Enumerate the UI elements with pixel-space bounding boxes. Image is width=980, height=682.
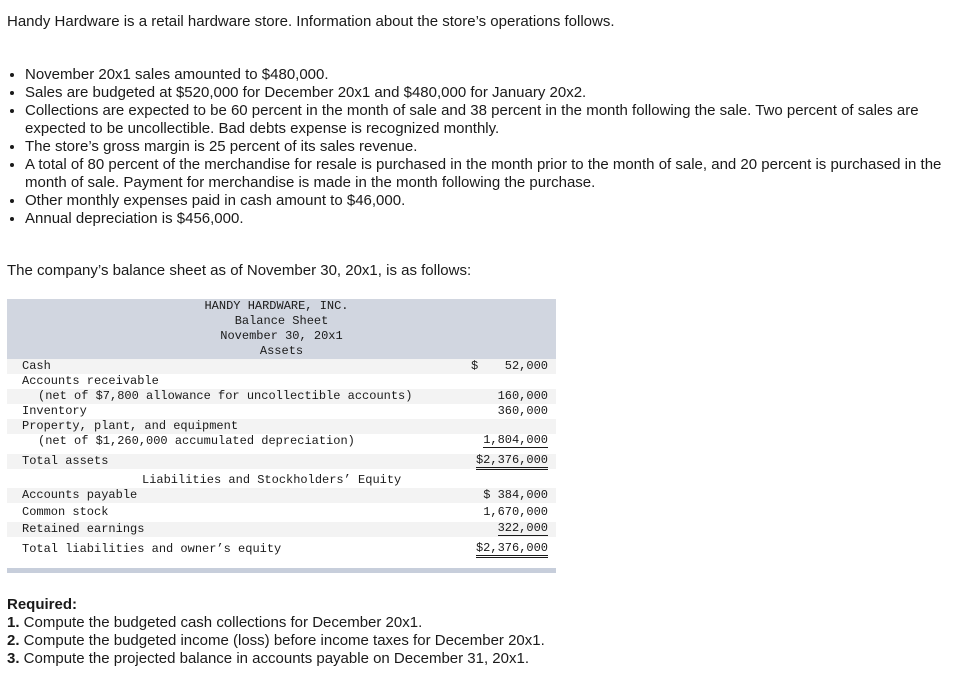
required-item-number: 2. — [7, 632, 20, 649]
required-title: Required: — [7, 596, 78, 613]
list-item: • Sales are budgeted at $520,000 for December 20x1 and $480,000 for January 20x2. — [25, 84, 970, 102]
facts-list — [7, 66, 970, 228]
ppe-row — [7, 419, 556, 434]
required-item — [7, 614, 545, 632]
liabilities-heading: Liabilities and Stockholders’ Equity — [142, 473, 402, 487]
list-item: • The store’s gross margin is 25 percent of its sales revenue. — [25, 138, 970, 156]
list-item: • Collections are expected to be 60 percent in the month of sale and 38 percent in the month following the sale. Two percent of sales are expected to be uncollectible. Bad debts expense is recognized monthly. — [25, 102, 970, 138]
cash-label: Cash — [22, 359, 51, 373]
required-item-number: 1. — [7, 614, 20, 631]
required-item-text: Compute the projected balance in accounts payable on December 31, 20x1. — [19, 650, 530, 667]
accounts-receivable-row — [7, 374, 556, 389]
total-liabilities-equity-label: Total liabilities and owner’s equity — [22, 542, 282, 556]
list-item: • Other monthly expenses paid in cash amount to $46,000. — [25, 192, 970, 210]
retained-earnings-label: Retained earnings — [22, 522, 145, 536]
accounts-payable-row — [7, 488, 556, 503]
company-name: HANDY HARDWARE, INC. — [204, 299, 349, 313]
retained-earnings-amount: 322,000 — [497, 521, 548, 535]
ppe-detail: (net of $1,260,000 accumulated depreciation) — [38, 434, 355, 448]
required-item-number: 3. — [7, 650, 20, 667]
list-item: • A total of 80 percent of the merchandise for resale is purchased in the month prior to the month of sale, and 20 percent is purchased in the month of sale. Payment for merchandise is made in the month following the purchase. — [25, 156, 970, 192]
common-stock-amount: 1,670,000 — [483, 505, 548, 519]
total-assets-row — [7, 454, 556, 469]
inventory-label: Inventory — [22, 404, 87, 418]
balance-sheet-header — [7, 299, 556, 359]
balance-sheet-bottom-bar — [7, 568, 556, 573]
accounts-payable-amount: $ 384,000 — [483, 488, 548, 502]
total-liabilities-equity-row — [7, 542, 556, 557]
cash-row — [7, 359, 556, 374]
currency-symbol: $ — [471, 359, 479, 373]
ppe-amount: 1,804,000 — [483, 433, 548, 447]
accounts-receivable-detail-row — [7, 389, 556, 404]
common-stock-row — [7, 505, 556, 520]
cash-amount: 52,000 — [504, 359, 548, 373]
ppe-detail-row — [7, 434, 556, 449]
required-section — [7, 596, 545, 668]
statement-date: November 30, 20x1 — [220, 329, 343, 343]
required-item — [7, 632, 545, 650]
statement-title: Balance Sheet — [234, 314, 329, 328]
intro-paragraph: Handy Hardware is a retail hardware store. Information about the store’s operations follows. — [7, 13, 615, 30]
accounts-receivable-amount: 160,000 — [497, 389, 548, 403]
list-item: • November 20x1 sales amounted to $480,000. — [25, 66, 970, 84]
required-item-text: Compute the budgeted income (loss) before income taxes for December 20x1. — [19, 632, 545, 649]
accounts-receivable-label: Accounts receivable — [22, 374, 159, 388]
list-item: • Annual depreciation is $456,000. — [25, 210, 970, 228]
accounts-payable-label: Accounts payable — [22, 488, 138, 502]
required-item — [7, 650, 545, 668]
retained-earnings-row — [7, 522, 556, 537]
inventory-row — [7, 404, 556, 419]
balance-sheet — [7, 299, 556, 573]
total-assets-label: Total assets — [22, 454, 109, 468]
balance-sheet-intro: The company’s balance sheet as of November 30, 20x1, is as follows: — [7, 262, 472, 279]
common-stock-label: Common stock — [22, 505, 109, 519]
accounts-receivable-detail: (net of $7,800 allowance for uncollectible accounts) — [38, 389, 413, 403]
inventory-amount: 360,000 — [497, 404, 548, 418]
required-item-text: Compute the budgeted cash collections for December 20x1. — [19, 614, 423, 631]
total-liabilities-equity-amount: $2,376,000 — [476, 542, 548, 558]
total-assets-amount: $2,376,000 — [476, 454, 548, 470]
ppe-label: Property, plant, and equipment — [22, 419, 239, 433]
assets-heading: Assets — [259, 344, 304, 358]
